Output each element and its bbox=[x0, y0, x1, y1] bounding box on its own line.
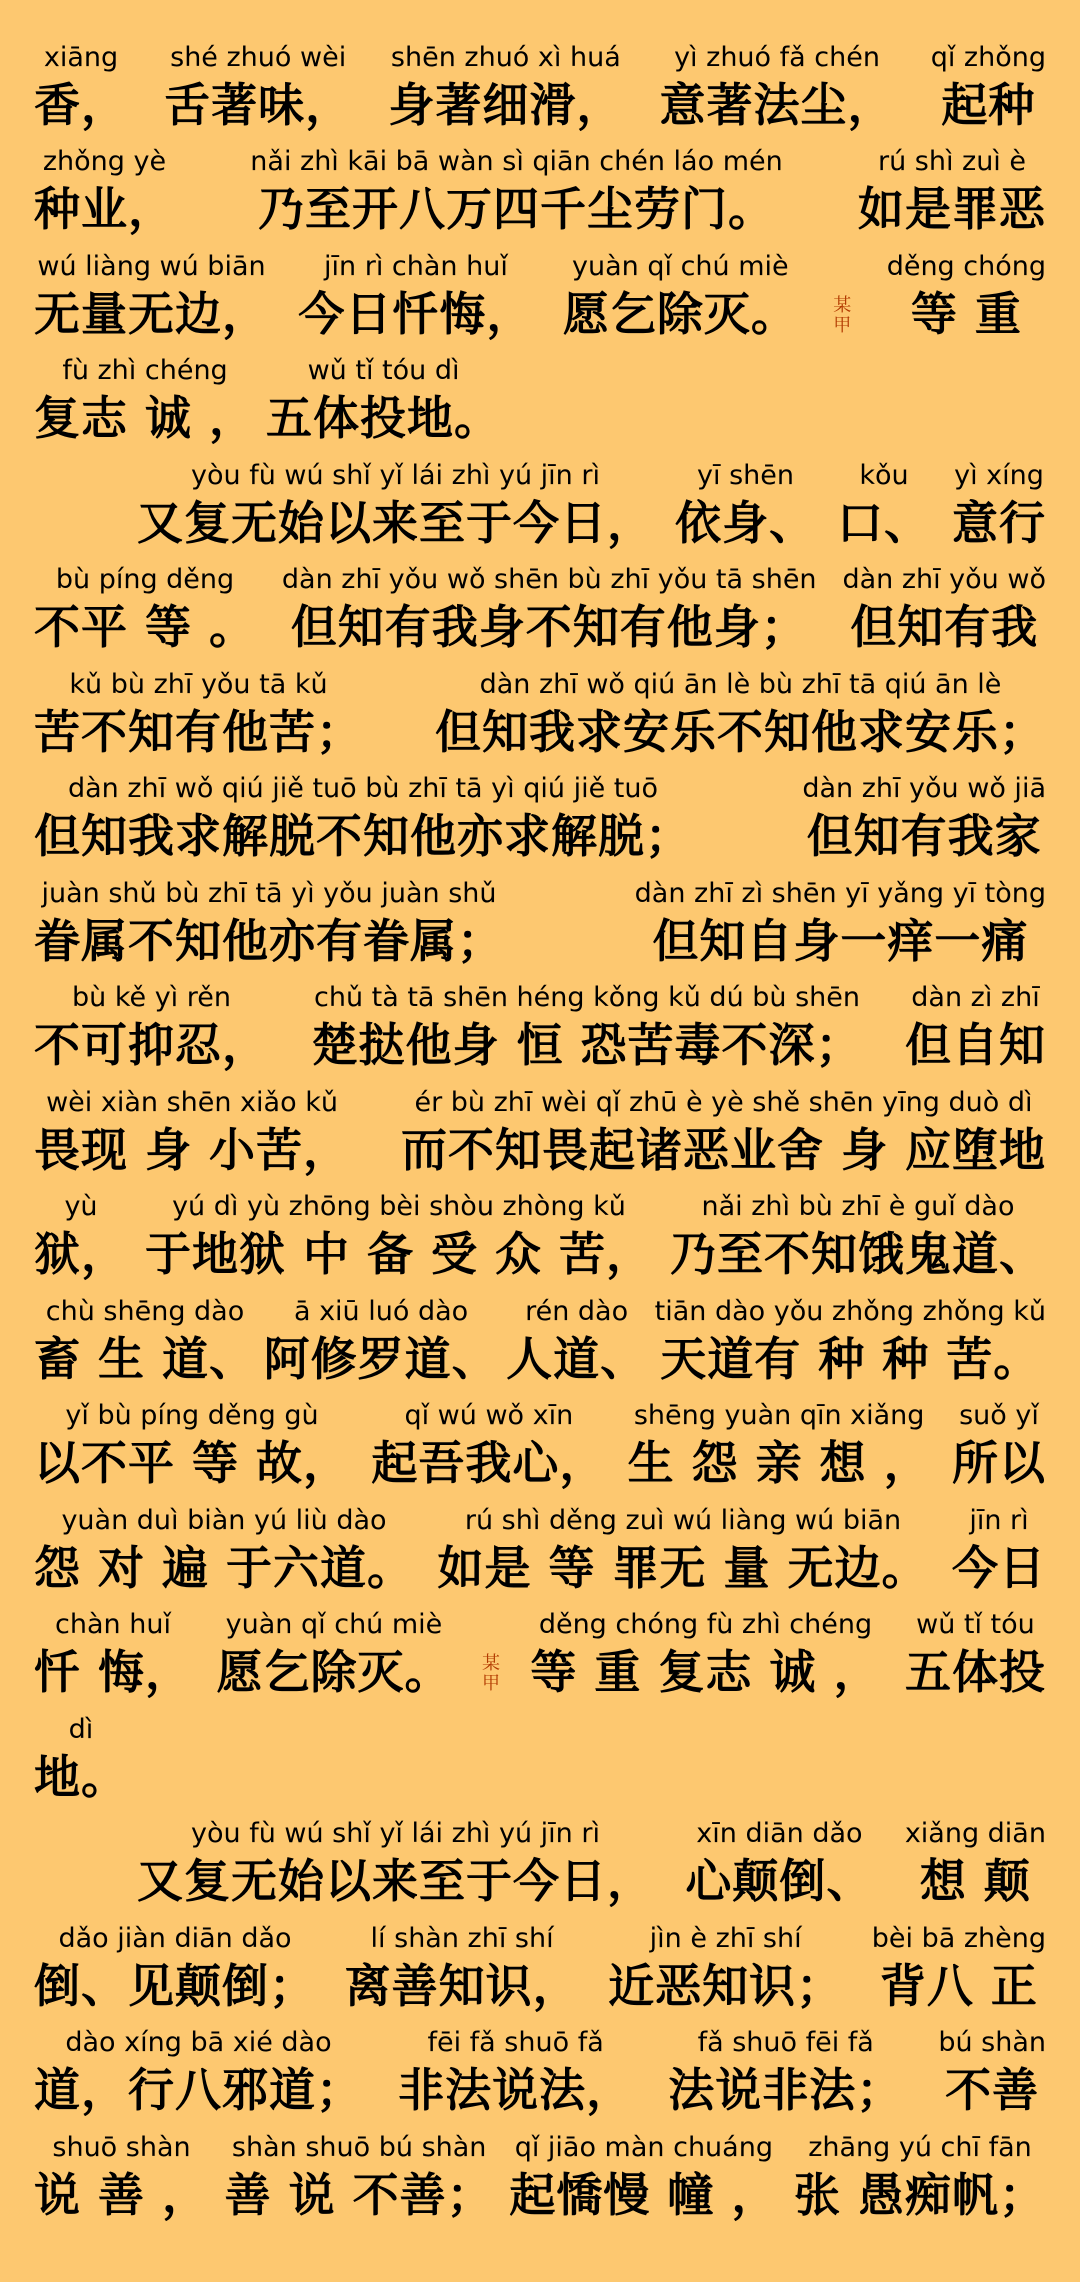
chinese-text: 今日忏悔， bbox=[298, 286, 534, 341]
chinese-text: 张 愚痴帆； bbox=[793, 2167, 1046, 2222]
chinese-text: 但知有我家 bbox=[806, 809, 1042, 863]
annotated-phrase bbox=[34, 1608, 192, 1702]
pinyin-text: wèi xiàn shēn xiǎo kǔ bbox=[46, 1086, 338, 1118]
pinyin-text: yī shēn bbox=[697, 459, 794, 491]
chinese-text: 但知有我身不知有他身； bbox=[290, 600, 808, 654]
chinese-text: 但知有我 bbox=[850, 600, 1039, 654]
chinese-text: 愿乞除灭。 bbox=[216, 1645, 452, 1699]
annotated-phrase bbox=[905, 981, 1046, 1075]
annotated-phrase bbox=[802, 772, 1046, 866]
annotated-phrase bbox=[345, 1922, 580, 2016]
pinyin-text: qǐ jiāo màn chuáng bbox=[514, 2131, 773, 2163]
text-line bbox=[34, 1807, 1046, 1912]
pinyin-text: dàn zhī wǒ qiú ān lè bù zhī tā qiú ān lè bbox=[479, 668, 1002, 700]
chinese-text: 地。 bbox=[34, 1749, 128, 1804]
chinese-text: 乃至不知饿鬼道、 bbox=[669, 1227, 1046, 1281]
pinyin-text: dàn zhī zì shēn yī yǎng yī tòng bbox=[634, 877, 1046, 909]
annotated-phrase bbox=[34, 772, 692, 866]
text-line bbox=[34, 1389, 1046, 1494]
pinyin-text: rú shì děng zuì wú liàng wú biān bbox=[464, 1504, 902, 1536]
chinese-text: 楚挞他身 恒 恐苦毒不深； bbox=[311, 1018, 863, 1072]
chinese-text: 畏现 身 小苦， bbox=[34, 1122, 351, 1177]
annotated-phrase bbox=[794, 2131, 1046, 2225]
annotated-phrase bbox=[34, 2131, 209, 2225]
annotated-phrase bbox=[34, 1086, 350, 1180]
pinyin-text: yì xíng bbox=[954, 459, 1044, 491]
text-line bbox=[34, 1702, 1046, 1807]
chinese-text: 畜 生 道、 bbox=[34, 1331, 257, 1386]
text-line bbox=[34, 1911, 1046, 2016]
pinyin-text: xiǎng diān bbox=[904, 1818, 1046, 1849]
text-line bbox=[34, 2120, 1046, 2225]
pinyin-text: yì zhuó fǎ chén bbox=[674, 41, 880, 73]
pinyin-text: dàn zhī wǒ qiú jiě tuō bù zhī tā yì qiú jiě tuō bbox=[68, 773, 658, 804]
annotated-phrase bbox=[145, 1190, 653, 1284]
chinese-text: 但自知 bbox=[905, 1018, 1046, 1072]
pinyin-text: bèi bā zhèng bbox=[871, 1922, 1046, 1954]
pinyin-text: zhǒng yè bbox=[42, 146, 167, 177]
annotated-phrase bbox=[34, 981, 269, 1075]
pinyin-text: yuàn qǐ chú miè bbox=[225, 1609, 443, 1640]
chinese-text: 离善知识， bbox=[344, 1958, 580, 2013]
chinese-text: 复志 诚 ， bbox=[34, 391, 257, 445]
text-line bbox=[34, 448, 1046, 553]
annotated-phrase bbox=[164, 41, 352, 135]
name-placeholder-note bbox=[833, 296, 851, 336]
chinese-text: 又复无始以来至于今日， bbox=[137, 495, 654, 550]
chinese-text: 等 重 bbox=[910, 286, 1022, 341]
pinyin-text: yòu fù wú shǐ yǐ lái zhì yú jīn rì bbox=[191, 1818, 600, 1849]
text-line bbox=[34, 971, 1046, 1076]
pinyin-text: bù píng děng bbox=[55, 564, 235, 595]
text-line bbox=[34, 30, 1046, 135]
pinyin-text: děng chóng bbox=[886, 250, 1046, 282]
pinyin-text: rú shì zuì è bbox=[877, 146, 1027, 177]
text-line bbox=[34, 344, 1046, 449]
annotated-phrase bbox=[34, 2026, 363, 2120]
annotated-phrase bbox=[34, 877, 504, 971]
chinese-text: 意行 bbox=[952, 495, 1046, 550]
pinyin-text: dàn zhī yǒu wǒ bbox=[842, 564, 1046, 595]
pinyin-text: jīn rì chàn huǐ bbox=[324, 250, 508, 282]
annotated-phrase bbox=[264, 1295, 499, 1389]
pinyin-text: dàn zhī yǒu wǒ shēn bù zhī yǒu tā shēn bbox=[281, 564, 817, 595]
pinyin-text: shuō shàn bbox=[52, 2131, 191, 2163]
note-char: 甲 bbox=[833, 314, 852, 336]
chinese-text: 阿修罗道、 bbox=[263, 1331, 499, 1386]
pinyin-text: děng chóng fù zhì chéng bbox=[538, 1609, 873, 1640]
annotated-phrase bbox=[34, 41, 128, 135]
pinyin-text: lí shàn zhī shí bbox=[370, 1922, 554, 1954]
annotated-phrase bbox=[282, 563, 817, 657]
chinese-text: 今日 bbox=[951, 1540, 1046, 1595]
chinese-text: 倒、见颠倒； bbox=[34, 1958, 316, 2013]
annotated-phrase bbox=[34, 1922, 316, 2016]
annotated-phrase bbox=[905, 1817, 1046, 1911]
chinese-text: 五体投 bbox=[904, 1645, 1046, 1699]
pinyin-text: dào xíng bā xié dào bbox=[65, 2027, 332, 2058]
pinyin-text: shé zhuó wèi bbox=[170, 41, 347, 73]
annotated-phrase bbox=[137, 459, 654, 553]
text-line bbox=[34, 762, 1046, 867]
chinese-text: 种业， bbox=[34, 182, 175, 236]
chinese-text: 近恶知识； bbox=[608, 1958, 844, 2013]
chinese-text: 舌著味， bbox=[164, 77, 353, 132]
pinyin-text: qǐ wú wǒ xīn bbox=[404, 1400, 574, 1431]
note-char: 某 bbox=[481, 1653, 500, 1674]
annotated-phrase bbox=[509, 2131, 778, 2225]
annotated-phrase bbox=[398, 2026, 633, 2120]
chinese-text: 意著法尘， bbox=[659, 77, 895, 132]
annotated-phrase bbox=[34, 1190, 128, 1284]
annotated-phrase bbox=[250, 145, 782, 239]
pinyin-text: xīn diān dǎo bbox=[696, 1818, 863, 1849]
pinyin-text: bù kě yì rěn bbox=[72, 982, 231, 1013]
pinyin-text: shàn shuō bú shàn bbox=[231, 2131, 487, 2163]
pinyin-text: tiān dào yǒu zhǒng zhǒng kǔ bbox=[654, 1295, 1046, 1327]
pinyin-text: wǔ tǐ tóu dì bbox=[307, 355, 460, 386]
pinyin-text: chù shēng dào bbox=[45, 1295, 245, 1327]
chinese-text: 不善 bbox=[945, 2063, 1040, 2117]
annotated-phrase bbox=[530, 1608, 880, 1702]
annotated-phrase bbox=[670, 1190, 1046, 1284]
annotated-phrase bbox=[34, 668, 363, 762]
annotated-phrase bbox=[931, 41, 1046, 135]
chinese-text: 生 怨 亲 想 ， bbox=[627, 1436, 931, 1490]
note-char: 甲 bbox=[481, 1673, 500, 1694]
pinyin-text: yǐ bù píng děng gù bbox=[65, 1400, 319, 1431]
annotated-phrase bbox=[563, 250, 798, 344]
annotated-phrase bbox=[137, 1817, 654, 1911]
chinese-text: 依身、 bbox=[675, 495, 816, 550]
annotated-phrase bbox=[905, 1608, 1046, 1702]
text-line bbox=[34, 239, 1046, 344]
chinese-text: 起吾我心， bbox=[371, 1436, 607, 1490]
annotated-phrase bbox=[388, 41, 623, 135]
text-line bbox=[34, 2016, 1046, 2121]
chinese-text: 愿乞除灭。 bbox=[562, 286, 798, 341]
pinyin-text: bú shàn bbox=[938, 2027, 1046, 2058]
annotated-phrase bbox=[952, 1399, 1046, 1493]
chinese-text: 等 重 复志 诚 ， bbox=[530, 1645, 881, 1699]
annotated-phrase bbox=[34, 250, 269, 344]
pinyin-text: suǒ yǐ bbox=[959, 1400, 1039, 1431]
annotated-phrase bbox=[655, 1295, 1046, 1389]
annotated-phrase bbox=[685, 1817, 873, 1911]
annotated-phrase bbox=[842, 563, 1046, 657]
chinese-text: 五体投地。 bbox=[266, 391, 502, 445]
pinyin-text: yuàn qǐ chú miè bbox=[572, 250, 789, 282]
chinese-text: 又复无始以来至于今日， bbox=[137, 1854, 654, 1908]
chinese-text: 乃至开八万四千尘劳门。 bbox=[258, 182, 775, 236]
annotated-phrase bbox=[34, 145, 175, 239]
annotated-phrase bbox=[311, 981, 862, 1075]
chinese-text: 口、 bbox=[837, 495, 931, 550]
chinese-text: 如是罪恶 bbox=[858, 182, 1046, 236]
annotated-phrase bbox=[858, 145, 1046, 239]
text-line bbox=[34, 553, 1046, 658]
pinyin-text: ā xiū luó dào bbox=[293, 1295, 469, 1327]
pinyin-text: yòu fù wú shǐ yǐ lái zhì yú jīn rì bbox=[191, 459, 600, 491]
pinyin-text: shēn zhuó xì huá bbox=[390, 41, 621, 73]
chinese-text: 身著细滑， bbox=[388, 77, 624, 132]
annotated-phrase bbox=[298, 250, 533, 344]
pinyin-text: wǔ tǐ tóu bbox=[916, 1609, 1035, 1640]
chinese-text: 所以 bbox=[951, 1436, 1046, 1490]
annotated-phrase bbox=[887, 250, 1046, 344]
annotated-phrase bbox=[34, 1399, 350, 1493]
pinyin-text: kǔ bù zhī yǒu tā kǔ bbox=[69, 668, 328, 700]
annotated-phrase bbox=[506, 1295, 647, 1389]
chinese-text: 心颠倒、 bbox=[685, 1854, 874, 1908]
annotated-phrase bbox=[225, 2131, 494, 2225]
chinese-text: 但知自身一痒一痛 bbox=[652, 913, 1029, 968]
pinyin-text: chàn huǐ bbox=[55, 1609, 171, 1640]
chinese-text: 无量无边， bbox=[34, 286, 269, 341]
pinyin-text: yuàn duì biàn yú liù dào bbox=[61, 1504, 387, 1536]
text-line bbox=[34, 1075, 1046, 1180]
pinyin-text: nǎi zhì kāi bā wàn sì qiān chén láo mén bbox=[250, 146, 783, 177]
chinese-text: 法说非法； bbox=[668, 2063, 904, 2117]
annotated-phrase bbox=[34, 1295, 256, 1389]
annotated-phrase bbox=[872, 1922, 1046, 2016]
annotated-phrase bbox=[435, 668, 1046, 762]
annotated-phrase bbox=[216, 1608, 451, 1702]
pinyin-text: chǔ tà tā shēn héng kǒng kǔ dú bù shēn bbox=[313, 982, 860, 1013]
chinese-text: 起种 bbox=[941, 77, 1036, 132]
annotated-phrase bbox=[34, 563, 256, 657]
annotated-phrase bbox=[628, 1399, 931, 1493]
pinyin-text: ér bù zhī wèi qǐ zhū è yè shě shēn yīng duò dì bbox=[414, 1086, 1033, 1118]
annotated-phrase bbox=[401, 1086, 1046, 1180]
annotated-phrase bbox=[608, 1922, 843, 2016]
chinese-text: 想 颠 bbox=[919, 1854, 1031, 1908]
annotated-phrase bbox=[34, 354, 256, 448]
note-char: 某 bbox=[833, 294, 852, 316]
chinese-text: 怨 对 遍 于六道。 bbox=[34, 1540, 415, 1595]
pinyin-text: kǒu bbox=[859, 459, 909, 491]
text-line bbox=[34, 1493, 1046, 1598]
chinese-text: 香， bbox=[34, 77, 128, 132]
name-placeholder-note bbox=[482, 1654, 500, 1694]
annotated-phrase bbox=[837, 459, 931, 553]
chinese-text: 眷属不知他亦有眷属； bbox=[34, 913, 504, 968]
text-line bbox=[34, 866, 1046, 971]
chinese-text: 苦不知有他苦； bbox=[34, 704, 363, 759]
chinese-text: 起憍慢 幢 ， bbox=[509, 2167, 779, 2222]
chinese-text: 道，行八邪道； bbox=[34, 2063, 363, 2117]
chinese-text: 人道、 bbox=[506, 1331, 648, 1386]
pinyin-text: shēng yuàn qīn xiǎng bbox=[633, 1400, 925, 1431]
pinyin-text: wú liàng wú biān bbox=[37, 250, 266, 282]
pinyin-text: fēi fǎ shuō fǎ bbox=[427, 2027, 604, 2058]
annotated-phrase bbox=[437, 1504, 928, 1598]
chinese-text: 但知我求解脱不知他亦求解脱； bbox=[34, 809, 692, 863]
annotated-phrase bbox=[938, 2026, 1046, 2120]
chinese-text: 非法说法， bbox=[398, 2063, 634, 2117]
pinyin-text: nǎi zhì bù zhī è guǐ dào bbox=[701, 1191, 1015, 1222]
pinyin-text: dì bbox=[68, 1713, 94, 1745]
text-line bbox=[34, 1284, 1046, 1389]
text-line bbox=[34, 1180, 1046, 1285]
chinese-text: 不可抑忍， bbox=[34, 1018, 269, 1072]
pinyin-text: fǎ shuō fēi fǎ bbox=[697, 2027, 874, 2058]
annotated-phrase bbox=[660, 41, 895, 135]
chinese-text: 忏 悔， bbox=[34, 1645, 193, 1699]
pinyin-text: qǐ zhǒng bbox=[930, 41, 1046, 73]
pinyin-text: jìn è zhī shí bbox=[649, 1922, 802, 1954]
chinese-text: 天道有 种 种 苦。 bbox=[660, 1331, 1041, 1386]
pinyin-text: dàn zì zhī bbox=[911, 982, 1040, 1013]
chinese-text: 狱， bbox=[34, 1227, 128, 1281]
chinese-text: 于地狱 中 备 受 众 苦， bbox=[144, 1227, 654, 1281]
pinyin-text: rén dào bbox=[525, 1295, 629, 1327]
pinyin-text: fù zhì chéng bbox=[62, 355, 228, 386]
chinese-text: 但知我求安乐不知他求安乐； bbox=[435, 704, 1046, 759]
annotated-phrase bbox=[371, 1399, 606, 1493]
annotated-phrase bbox=[635, 877, 1046, 971]
chinese-text: 如是 等 罪无 量 无边。 bbox=[437, 1540, 929, 1595]
chinese-text: 善 说 不善； bbox=[224, 2167, 494, 2222]
text-line bbox=[34, 1598, 1046, 1703]
pinyin-text: dàn zhī yǒu wǒ jiā bbox=[802, 773, 1046, 804]
chinese-text: 而不知畏起诸恶业舍 身 应堕地 bbox=[400, 1122, 1046, 1177]
pinyin-text: yù bbox=[64, 1191, 98, 1222]
chinese-text: 不平 等 。 bbox=[34, 600, 257, 654]
chinese-text: 背八 正 bbox=[879, 1958, 1038, 2013]
annotated-phrase bbox=[34, 1504, 414, 1598]
pinyin-text: zhāng yú chī fān bbox=[808, 2131, 1032, 2163]
annotated-phrase bbox=[34, 1713, 128, 1807]
text-line bbox=[34, 135, 1046, 240]
chinese-text: 说 善 ， bbox=[34, 2167, 210, 2222]
pinyin-text: juàn shǔ bù zhī tā yì yǒu juàn shǔ bbox=[41, 877, 497, 909]
annotated-phrase bbox=[668, 2026, 903, 2120]
pinyin-text: xiāng bbox=[43, 41, 119, 73]
annotated-phrase bbox=[952, 459, 1046, 553]
chinese-text: 以不平 等 故， bbox=[34, 1436, 351, 1490]
pinyin-text: dǎo jiàn diān dǎo bbox=[58, 1922, 292, 1954]
annotated-phrase bbox=[675, 459, 816, 553]
text-line bbox=[34, 657, 1046, 762]
annotated-phrase bbox=[952, 1504, 1046, 1598]
pinyin-text: jīn rì bbox=[969, 1504, 1029, 1536]
annotated-phrase bbox=[266, 354, 501, 448]
pinyin-text: yú dì yù zhōng bèi shòu zhòng kǔ bbox=[172, 1191, 626, 1222]
